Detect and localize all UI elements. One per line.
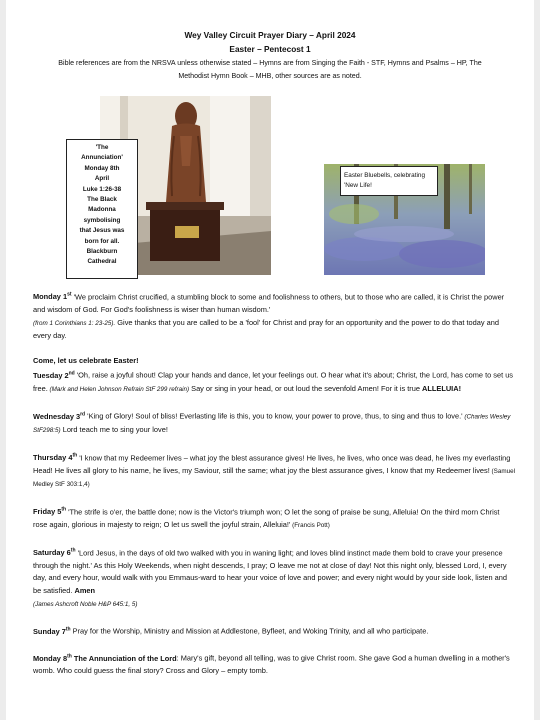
entry-text: 'Oh, raise a joyful shout! Clap your hands and dance, let your feelings out. O hear what it's about; Christ, the Lord, has come to set us free.	[33, 370, 514, 393]
day-suffix: nd	[68, 370, 75, 377]
caption-line: April	[94, 175, 110, 183]
entry-day: Monday 8	[33, 653, 68, 663]
entry-text: 'We proclaim Christ crucified, a stumbling block to some and foolishness to others, but to those who are called, it is Christ the power and wisdom of God. For God's foolishness is wiser than human wisdom.'	[33, 292, 505, 315]
entry-day: Friday 5	[33, 507, 62, 517]
bluebells-caption: Easter Bluebells, celebrating 'New Life!	[340, 166, 438, 196]
diary-body	[33, 289, 515, 678]
page-subtitle: Easter – Pentecost 1	[229, 44, 311, 54]
entry-ref: (James Ashcroft Noble H&P 645:1, 5)	[33, 600, 138, 608]
day-suffix: th	[61, 507, 67, 513]
caption-line: born for all.	[84, 237, 120, 245]
entry-thursday-4	[33, 450, 515, 492]
madonna-caption	[66, 139, 138, 279]
day-suffix: st	[67, 292, 72, 298]
caption-line: 'The	[95, 144, 109, 151]
entry-tuesday-2	[33, 367, 515, 396]
entry-bold: Amen	[74, 585, 96, 595]
entry-ref: (from 1 Corinthians 1: 23-25).	[33, 319, 116, 327]
entry-ref: (Francis Pott)	[290, 522, 330, 530]
day-suffix: th	[65, 626, 71, 633]
day-suffix: th	[70, 547, 76, 554]
entry-bold: ALLELUIA!	[422, 383, 462, 393]
day-suffix: rd	[80, 411, 86, 418]
caption-line: Annunciation'	[81, 154, 123, 162]
caption-line: symbolising	[83, 216, 121, 224]
day-suffix: th	[67, 653, 72, 660]
entry-day: Saturday 6	[33, 548, 71, 558]
entry-text: Say or sing in your head, or out loud the sevenfold Amen! For it is true	[189, 383, 423, 393]
intro-text: Bible references are from the NRSVA unless otherwise stated – Hymns are from Singing the Faith - STF, Hymns and Psalms – HP, The Methodist Hymn Book – MHB, other sources are as noted.	[58, 59, 482, 80]
entry-bold: The Annunciation of the Lord	[71, 653, 177, 663]
caption-line: Cathedral	[87, 258, 117, 266]
section-heading	[33, 355, 515, 368]
entry-friday-5	[33, 504, 515, 533]
entry-day: Wednesday 3	[33, 411, 81, 421]
entry-ref: (Samuel Medley StF 303:1,4)	[33, 467, 515, 489]
entry-day: Thursday 4	[33, 453, 73, 463]
entry-saturday-6	[33, 545, 515, 611]
entry-text: Lord teach me to sing your love!	[60, 425, 168, 435]
entry-text: Give thanks that you are called to be a 'fool' for Christ and pray for an opportunity and the power to do that today and every day.	[33, 317, 499, 341]
entry-ref: (Charles Wesley StF298:5)	[33, 413, 511, 435]
page-title: Wey Valley Circuit Prayer Diary – April 2024	[184, 30, 356, 40]
document-page	[6, 0, 534, 720]
entry-day: Tuesday 2	[33, 370, 69, 380]
entry-day: Sunday 7	[33, 626, 66, 636]
entry-text: : Mary's gift, beyond all telling, was to give Christ room. She gave God a human dwelling in a mother's womb. Who could guess the final story? Cross and Glory – empty tomb.	[33, 653, 510, 676]
caption-line: Monday 8th	[84, 164, 120, 172]
entry-sunday-7	[33, 623, 515, 638]
entry-monday-8	[33, 650, 515, 678]
entry-monday-1	[33, 289, 515, 343]
entry-text: Pray for the Worship, Ministry and Mission at Addlestone, Byfleet, and Woking Trinity, and all who participate.	[70, 626, 429, 636]
caption-line: that Jesus was	[79, 227, 125, 235]
entry-day: Monday 1	[33, 292, 68, 302]
entry-text: 'The strife is o'er, the battle done; now is the Victor's triumph won; O let the song of praise be sung, Alleluia! On the third morn Christ rose again, glorious in majesty to reign; O let us swell the joyful strain, Alleluia!'	[33, 507, 500, 530]
entry-text: 'I know that my Redeemer lives – what joy the blest assurance gives! He lives, he lives, who once was dead, he lives my everlasting Head! He lives all glory to his name, he lives, my Saviour, still the same; what joy the blest assurance gives, I know that my Redeemer lives!	[33, 453, 511, 475]
caption-line: Luke 1:26-38	[82, 185, 122, 193]
day-suffix: th	[72, 452, 78, 459]
caption-line: Madonna	[88, 206, 116, 214]
entry-text: 'Lord Jesus, in the days of old two walked with you in waning light; and loves blind instinct made them bold to crave your presence through the night.' As this Holy Weekends, when night descends, I pray; O leave me not at close of day! Not this night only, blessed Lord, I, every day, and every hour, would walk with you Emmaus-ward to hear your voice of love and power; and every night would by your side look, listen and be satisfied.	[33, 548, 507, 595]
entry-ref: (Mark and Helen Johnson Refrain StF 299 refrain)	[47, 385, 190, 393]
caption-line: The Black	[87, 196, 117, 204]
heading-text: Come, let us celebrate Easter!	[33, 355, 139, 365]
entry-wednesday-3	[33, 408, 515, 438]
entry-text: 'King of Glory! Soul of bliss! Everlasting life is this, you to know, your power to prove, thus, to sing and thus to love.'	[85, 411, 463, 421]
caption-line: Blackburn	[86, 248, 118, 256]
